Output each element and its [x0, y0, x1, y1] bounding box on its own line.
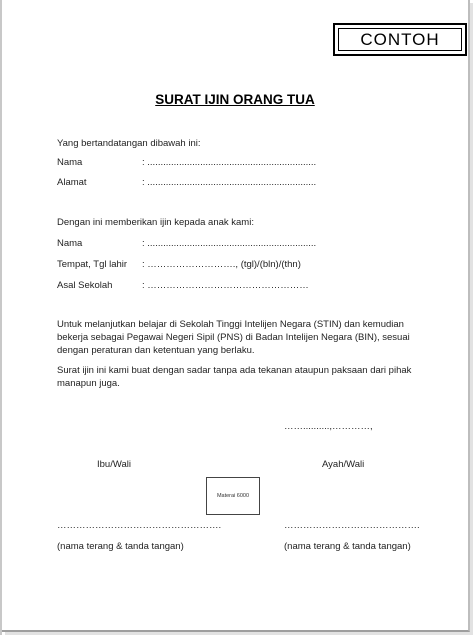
parent-address-label: Alamat [57, 177, 87, 188]
left-signature-caption: (nama terang & tanda tangan) [57, 541, 184, 552]
right-signature-line: ……………………………………. [284, 520, 420, 531]
intro-text: Yang bertandatangan dibawah ini: [57, 138, 201, 149]
contoh-stamp [333, 23, 467, 56]
parent-name-field: : ................................................................ [142, 157, 317, 168]
parent-address-field: : ................................................................ [142, 177, 317, 188]
right-signer-title: Ayah/Wali [322, 459, 365, 470]
child-birth-field: : ………………………., (tgl)/(bln)/(thn) [142, 259, 301, 270]
document-page [2, 0, 470, 632]
left-signature-line: ……………………………………………. [57, 520, 222, 531]
permission-text: Dengan ini memberikan ijin kepada anak kami: [57, 217, 254, 228]
left-signer-title: Ibu/Wali [97, 459, 131, 470]
purpose-paragraph: Untuk melanjutkan belajar di Sekolah Tinggi Intelijen Negara (STIN) dan kemudian bekerja sebagai Pegawai Negeri Sipil (PNS) di Badan Intelijen Negara (BIN), sesuai dengan peraturan dan ketentuan yang berlaku. [57, 319, 410, 356]
child-name-field: : ................................................................ [142, 238, 317, 249]
child-school-label: Asal Sekolah [57, 280, 113, 291]
child-school-field: : …………………………………………… [142, 280, 309, 291]
place-date-line: ……..........,…………, [284, 421, 373, 432]
right-signature-caption: (nama terang & tanda tangan) [284, 541, 411, 552]
child-birth-label: Tempat, Tgl lahir [57, 259, 128, 270]
child-name-label: Nama [57, 238, 83, 249]
contoh-label: CONTOH [338, 28, 462, 51]
parent-name-label: Nama [57, 157, 83, 168]
materai-stamp-box: Materai 6000 [206, 477, 260, 515]
document-title: SURAT IJIN ORANG TUA [155, 92, 315, 107]
consent-paragraph: Surat ijin ini kami buat dengan sadar tanpa ada tekanan ataupun paksaan dari pihak manapun juga. [57, 365, 412, 389]
